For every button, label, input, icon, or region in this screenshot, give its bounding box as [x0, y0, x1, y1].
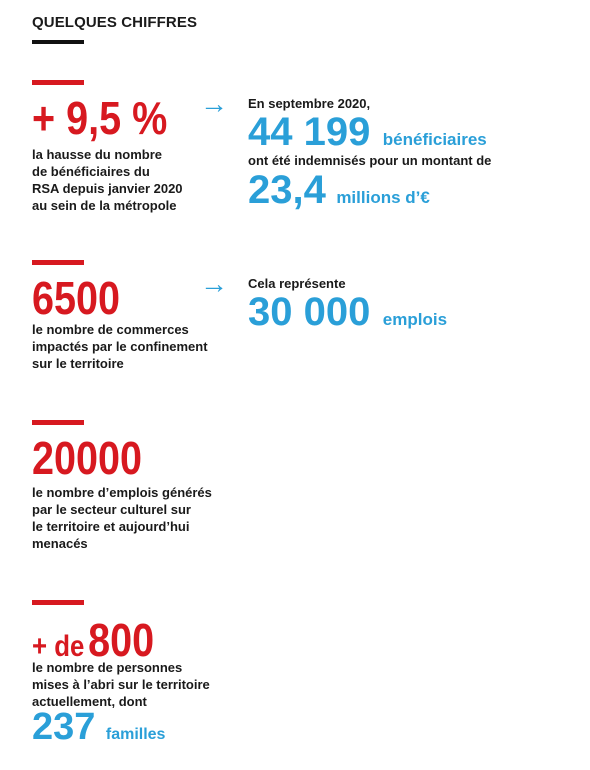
desc-line: le territoire et aujourd’hui [32, 519, 190, 534]
beneficiaries-count: 44 199 [248, 110, 371, 154]
families-count: 237 [32, 706, 96, 748]
desc-line: le nombre de commerces [32, 322, 189, 337]
section-divider [32, 600, 84, 605]
desc-line: de bénéficiaires du [32, 164, 150, 179]
desc-line: la hausse du nombre [32, 147, 163, 162]
rsa-increase-description [32, 146, 232, 214]
jobs-count: 30 000 [248, 290, 371, 334]
indemnity-text: ont été indemnisés pour un montant de [248, 153, 492, 168]
families-figure [32, 708, 165, 746]
beneficiaries-figure [248, 112, 487, 152]
section-divider [32, 260, 84, 265]
amount-value: 23,4 [248, 168, 326, 212]
sheltered-prefix: + de [32, 630, 85, 663]
amount-figure [248, 170, 430, 210]
section-divider [32, 80, 84, 85]
sheltered-count: 800 [88, 614, 155, 666]
families-unit: familles [105, 726, 166, 743]
desc-line: mises à l’abri sur le territoire [32, 677, 210, 692]
page-title: QUELQUES CHIFFRES [32, 14, 198, 31]
arrow-right-icon: → [200, 88, 228, 119]
shops-figure: 6500 [32, 272, 121, 324]
desc-line: RSA depuis janvier 2020 [32, 181, 183, 196]
jobs-figure [248, 292, 447, 332]
desc-line: par le secteur culturel sur [32, 502, 191, 517]
jobs-unit: emplois [382, 310, 448, 329]
desc-line: sur le territoire [32, 356, 124, 371]
culture-jobs-description [32, 484, 252, 552]
rsa-increase-figure: + 9,5 % [32, 92, 168, 144]
title-underline [32, 40, 84, 44]
culture-jobs-figure: 20000 [32, 432, 143, 484]
shops-description [32, 321, 252, 372]
desc-line: le nombre de personnes [32, 660, 183, 675]
arrow-right-icon: → [200, 268, 228, 299]
desc-line: menacés [32, 536, 88, 551]
section-divider [32, 420, 84, 425]
amount-unit: millions d’€ [336, 188, 430, 207]
represents-intro: Cela représente [248, 276, 346, 291]
sheltered-description [32, 659, 272, 710]
sheltered-people-figure [32, 614, 155, 666]
desc-line: le nombre d’emplois générés [32, 485, 212, 500]
desc-line: actuellement, dont [32, 694, 147, 709]
september-intro: En septembre 2020, [248, 96, 371, 111]
beneficiaries-unit: bénéficiaires [382, 130, 487, 149]
desc-line: impactés par le confinement [32, 339, 208, 354]
desc-line: au sein de la métropole [32, 198, 177, 213]
